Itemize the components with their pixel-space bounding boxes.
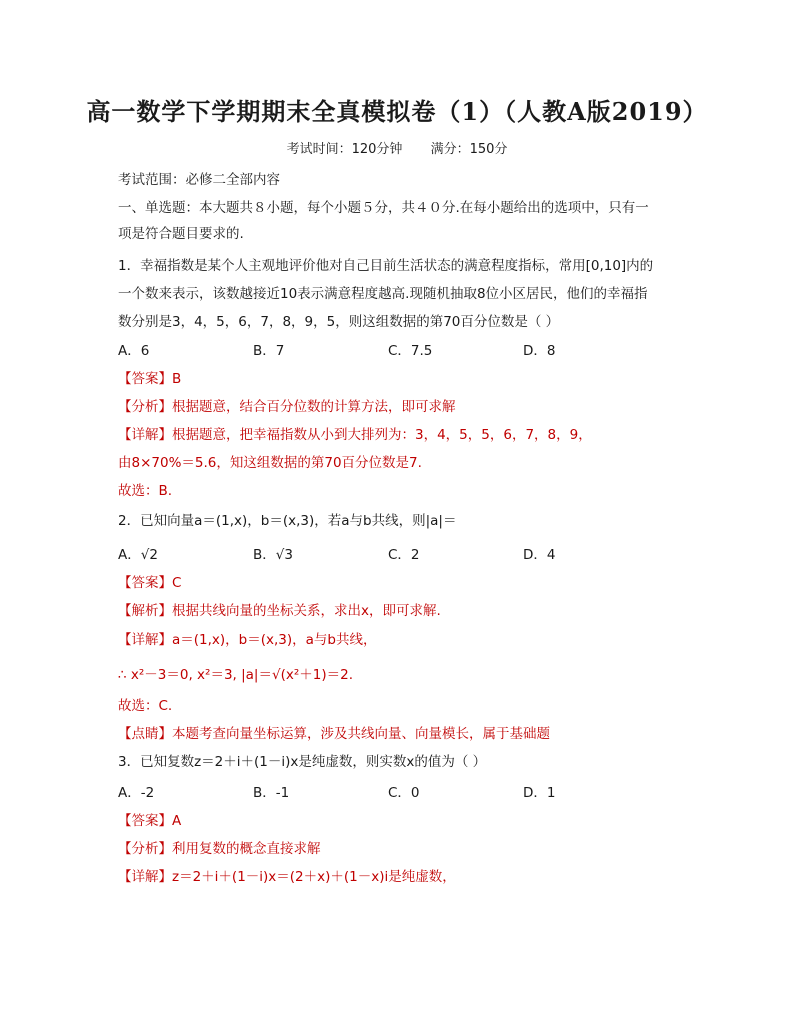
exam-meta — [0, 138, 794, 157]
q2-comment: 【点睛】本题考查向量坐标运算，涉及共线向量、向量模长，属于基础题 — [118, 726, 550, 742]
q2-detail-line1: 【详解】a＝(1,x)，b＝(x,3)，a与b共线， — [118, 632, 377, 648]
q2-option-c: C．2 — [388, 547, 420, 563]
q1-option-d: D．8 — [523, 343, 556, 359]
q2-stem: 2．已知向量a＝(1,x)，b＝(x,3)，若a与b共线，则|a|＝ — [118, 513, 457, 529]
full-score: 满分：150分 — [430, 142, 508, 157]
section-heading-line2: 项是符合题目要求的. — [118, 226, 244, 242]
q2-options — [118, 543, 658, 563]
q1-option-a: A．6 — [118, 343, 150, 359]
q3-stem: 3．已知复数z＝2＋i＋(1－i)x是纯虚数，则实数x的值为（ ） — [118, 754, 487, 770]
q1-detail-line2: 由8×70%＝5.6，知这组数据的第70百分位数是7. — [118, 455, 422, 471]
q3-options — [118, 781, 658, 801]
q1-stem-line3: 数分别是3，4，5，6，7，8，9，5，则这组数据的第70百分位数是（ ） — [118, 314, 560, 330]
q1-options — [118, 339, 658, 359]
q1-detail-line1: 【详解】根据题意，把幸福指数从小到大排列为：3，4，5，5，6，7，8，9， — [118, 427, 592, 443]
q1-answer: 【答案】B — [118, 371, 182, 387]
q3-option-a: A．-2 — [118, 785, 155, 801]
q1-option-b: B．7 — [253, 343, 285, 359]
q3-option-b: B．-1 — [253, 785, 290, 801]
exam-scope: 考试范围：必修二全部内容 — [118, 172, 280, 188]
q2-option-d: D．4 — [523, 547, 556, 563]
q1-option-c: C．7.5 — [388, 343, 433, 359]
q2-answer: 【答案】C — [118, 575, 182, 591]
q2-conclusion: 故选：C. — [118, 698, 173, 714]
q2-detail-line2: ∴ x²－3＝0, x²＝3, |a|＝√(x²＋1)＝2. — [118, 667, 353, 683]
q2-option-b: B．√3 — [253, 547, 293, 563]
q3-option-d: D．1 — [523, 785, 556, 801]
q1-analysis: 【分析】根据题意，结合百分位数的计算方法，即可求解 — [118, 399, 456, 415]
q1-stem-line2: 一个数来表示，该数越接近10表示满意程度越高.现随机抽取8位小区居民，他们的幸福指 — [118, 286, 648, 302]
q1-conclusion: 故选：B. — [118, 483, 173, 499]
q3-analysis: 【分析】利用复数的概念直接求解 — [118, 841, 321, 857]
q3-option-c: C．0 — [388, 785, 420, 801]
q2-option-a: A．√2 — [118, 547, 158, 563]
q1-stem-line1: 1．幸福指数是某个人主观地评价他对自己目前生活状态的满意程度指标，常用[0,10]内的 — [118, 258, 654, 274]
q3-detail-line1: 【详解】z＝2＋i＋(1－i)x＝(2＋x)＋(1－x)i是纯虚数， — [118, 869, 456, 885]
q3-answer: 【答案】A — [118, 813, 182, 829]
q2-analysis: 【解析】根据共线向量的坐标关系，求出x，即可求解. — [118, 603, 441, 619]
exam-time: 考试时间：120分钟 — [286, 142, 403, 157]
document-title: 高一数学下学期期末全真模拟卷（1）（人教A版2019） — [86, 97, 708, 126]
section-heading-line1: 一、单选题：本大题共８小题，每个小题５分，共４０分.在每小题给出的选项中，只有一 — [118, 200, 649, 216]
